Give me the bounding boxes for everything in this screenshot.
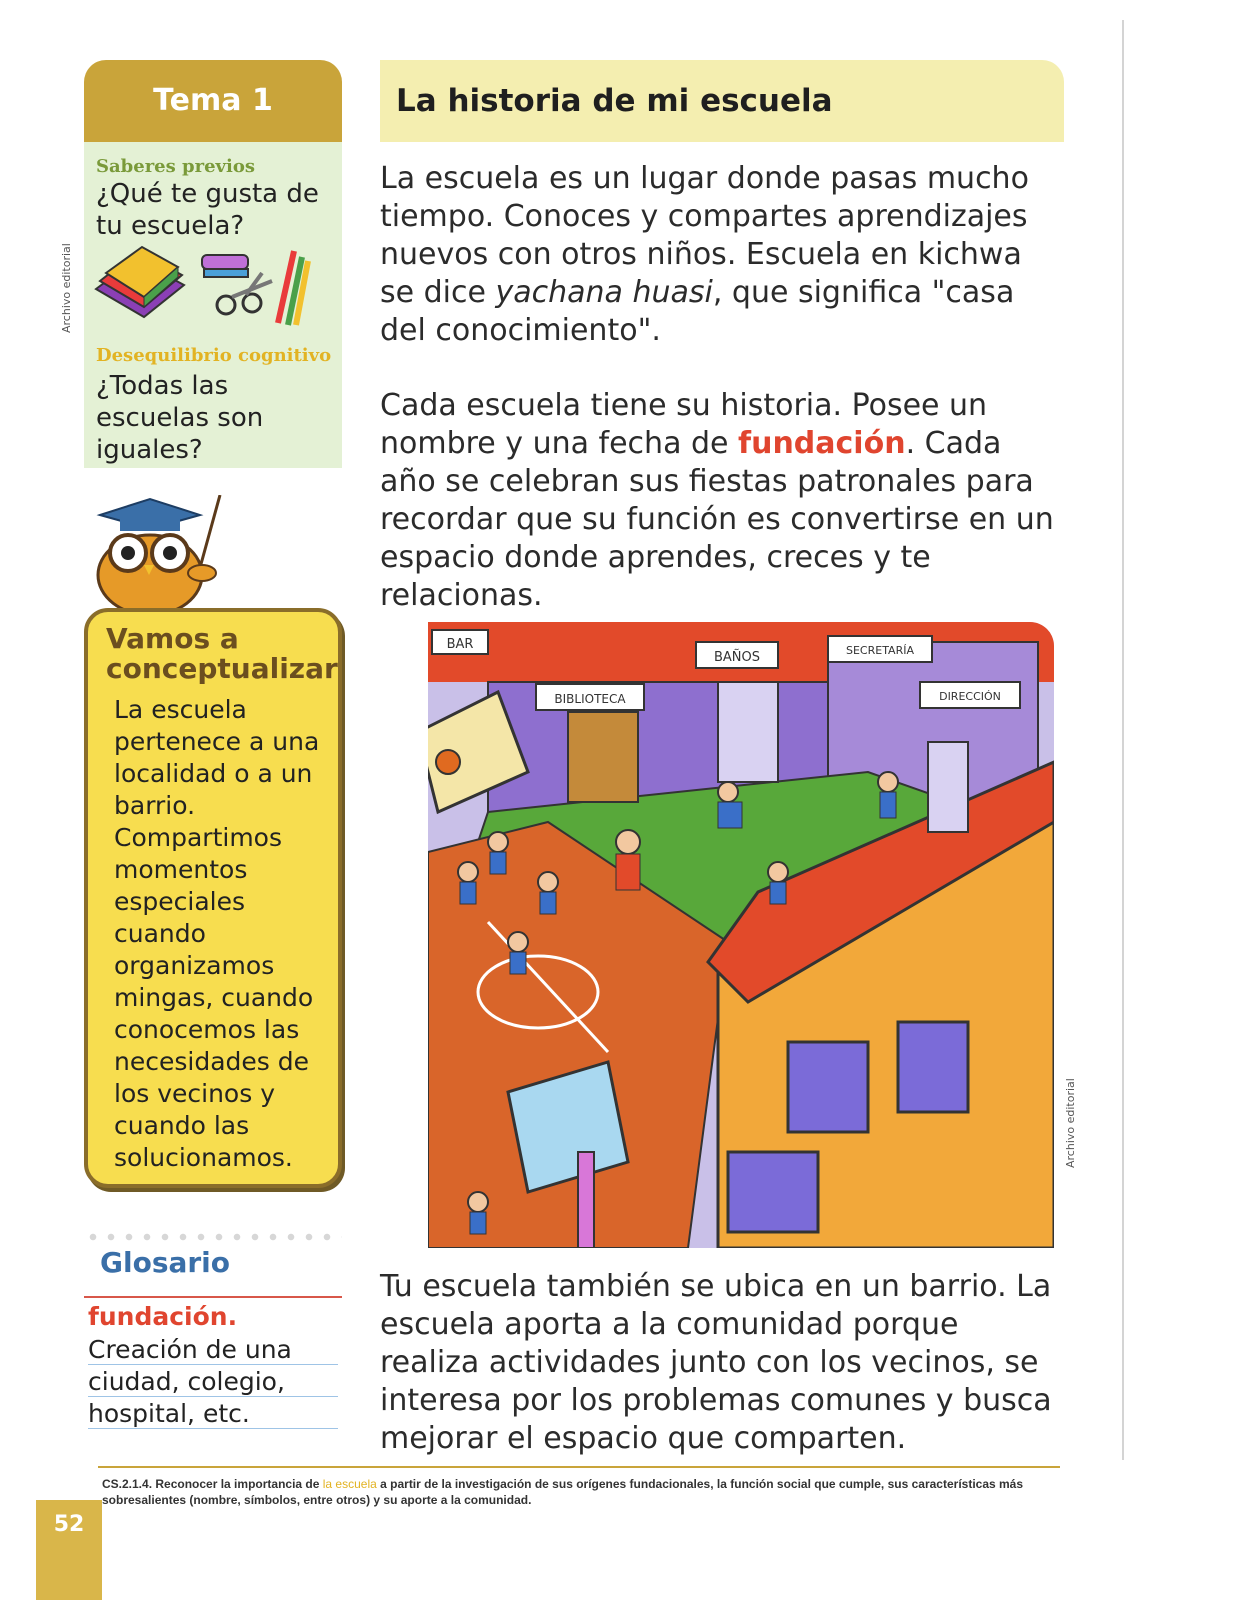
standard-highlight: la escuela xyxy=(322,1477,377,1491)
sign-biblioteca xyxy=(536,684,644,710)
image-credit-right: Archivo editorial xyxy=(1064,1078,1077,1168)
sign-secretaria xyxy=(828,636,932,662)
image-credit-left: Archivo editorial xyxy=(60,243,73,333)
school-supplies-illustration xyxy=(92,245,312,335)
svg-text:SECRETARÍA: SECRETARÍA xyxy=(845,644,915,657)
prior-knowledge-question: ¿Qué te gusta de tu escuela? xyxy=(96,179,319,241)
page-number-tab xyxy=(36,1500,102,1600)
kichwa-term: yachana huasi xyxy=(495,275,713,310)
books-icon xyxy=(96,247,184,317)
school-illustration xyxy=(428,622,1054,1248)
notebook-rings xyxy=(84,1230,342,1244)
glossary-definition: Creación de una ciudad, colegio, hospital, etc. xyxy=(88,1334,338,1430)
intro-text-1: La escuela es un lugar donde pasas mucho tiempo. Conoces y compartes aprendizajes nuevos con otros niños. Escuela en kichwa se dice xyxy=(380,161,1029,310)
svg-text:DIRECCIÓN: DIRECCIÓN xyxy=(939,690,1001,703)
standard-text-2: a partir de la investigación de sus orígenes fundacionales, la función social que cumple, sus características más sobresalientes (nombre, símbolos, entre otros) y su aporte a la comunidad. xyxy=(102,1477,1024,1507)
page-number: 52 xyxy=(53,1512,85,1537)
sign-direccion xyxy=(920,682,1020,708)
page-title: La historia de mi escuela xyxy=(396,83,833,119)
sign-bar xyxy=(432,630,488,654)
highlight-term: fundación xyxy=(738,426,906,461)
footer-divider xyxy=(98,1466,1060,1468)
svg-text:BAR: BAR xyxy=(446,637,474,652)
history-text-2: . Cada año se celebran sus fiestas patronales para recordar que su función es convertirse en un espacio donde aprendes, creces y te relacionas. xyxy=(380,426,1054,613)
curriculum-standard xyxy=(102,1476,1032,1508)
history-text-1: Cada escuela tiene su historia. Posee un nombre y una fecha de xyxy=(380,388,988,461)
concept-text: La escuela pertenece a una localidad o a un barrio. Compartimos momentos especiales cuando organizamos mingas, cuando conocemos las necesidades de los vecinos y cuando las solucionamos. xyxy=(114,695,320,1172)
glossary-divider xyxy=(84,1296,342,1298)
scissors-icon xyxy=(217,273,272,314)
pencils-icon xyxy=(278,251,308,325)
standard-text-1: CS.2.1.4. Reconocer la importancia de xyxy=(102,1477,323,1491)
owl-mascot-icon xyxy=(90,495,230,613)
cognitive-imbalance-question: ¿Todas las escuelas son iguales? xyxy=(96,371,264,465)
glossary-box xyxy=(84,1244,342,1444)
svg-text:BIBLIOTECA: BIBLIOTECA xyxy=(554,692,626,706)
community-paragraph: Tu escuela también se ubica en un barrio. La escuela aporta a la comunidad porque realiza actividades junto con los vecinos, se interesa por los problemas comunes y busca mejorar el espacio que comparten. xyxy=(380,1269,1052,1456)
sign-banos xyxy=(696,642,778,668)
history-paragraph xyxy=(380,387,1060,615)
cognitive-imbalance-heading: Desequilibrio cognitivo xyxy=(96,345,332,366)
intro-text-2: , que significa "casa del conocimiento". xyxy=(380,275,1015,348)
glossary-title: Glosario xyxy=(100,1246,231,1279)
prior-knowledge-heading: Saberes previos xyxy=(96,156,255,177)
page-edge xyxy=(1122,20,1124,1460)
intro-paragraph xyxy=(380,160,1060,350)
stapler-icon xyxy=(202,255,248,277)
concept-box xyxy=(84,608,342,1188)
svg-text:BAÑOS: BAÑOS xyxy=(713,650,761,665)
concept-title: Vamos a conceptualizar xyxy=(106,622,338,685)
title-bar xyxy=(380,60,1064,142)
glossary-term: fundación. xyxy=(88,1302,238,1331)
topic-tab: Tema 1 xyxy=(84,60,342,142)
